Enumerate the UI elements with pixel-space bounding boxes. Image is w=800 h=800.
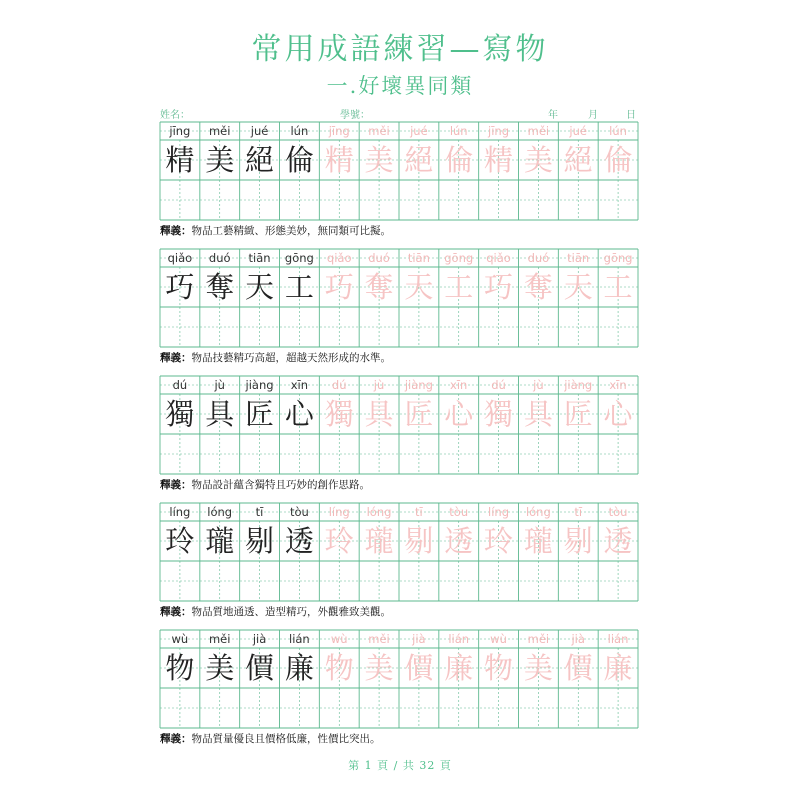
character-trace: 美 bbox=[364, 651, 394, 685]
pinyin-trace: wù bbox=[490, 632, 507, 646]
pinyin-label: lóng bbox=[207, 505, 233, 519]
pinyin-trace: tī bbox=[415, 505, 423, 519]
day-label: 日 bbox=[626, 110, 636, 121]
pinyin-trace: gōng bbox=[444, 251, 474, 265]
character-trace: 巧 bbox=[484, 270, 514, 304]
pinyin-trace: jù bbox=[533, 378, 544, 392]
pinyin-trace: jīng bbox=[488, 124, 510, 138]
character-trace: 美 bbox=[523, 143, 553, 177]
pinyin-trace: tiān bbox=[567, 251, 590, 265]
pinyin-trace: tī bbox=[574, 505, 583, 519]
pinyin-trace: líng bbox=[488, 505, 510, 519]
explanation-text: 物品質量優良且價格低廉，性價比突出。 bbox=[191, 733, 381, 745]
pinyin-trace: měi bbox=[527, 124, 550, 138]
character-trace: 倫 bbox=[603, 143, 633, 177]
pinyin-trace: lóng bbox=[525, 505, 551, 519]
pinyin-label: tī bbox=[255, 505, 264, 519]
character-trace: 匠 bbox=[404, 397, 434, 431]
character-trace: 工 bbox=[444, 270, 474, 304]
pinyin-label: lún bbox=[290, 124, 309, 138]
pinyin-trace: dú bbox=[491, 378, 506, 392]
pinyin-label: dú bbox=[172, 378, 188, 392]
page-title: 常用成語練習—寫物 bbox=[251, 32, 549, 67]
pinyin-trace: xīn bbox=[450, 378, 468, 392]
pinyin-label: gōng bbox=[284, 251, 314, 265]
explanation-text: 物品設計蘊含獨特且巧妙的創作思路。 bbox=[191, 479, 370, 491]
pinyin-trace: jiàng bbox=[404, 378, 433, 392]
character-trace: 美 bbox=[523, 651, 553, 685]
character-trace: 玲 bbox=[484, 524, 514, 558]
pinyin-trace: qiǎo bbox=[326, 251, 352, 265]
year-label: 年 bbox=[548, 110, 558, 121]
pinyin-trace: líng bbox=[328, 505, 350, 519]
character-trace: 透 bbox=[444, 524, 474, 558]
pinyin-trace: dú bbox=[331, 378, 347, 392]
idiom-explanation bbox=[160, 223, 638, 239]
character-model: 倫 bbox=[284, 143, 314, 177]
student-info-line bbox=[160, 106, 636, 120]
pinyin-trace: duó bbox=[368, 251, 390, 265]
character-trace: 匠 bbox=[563, 397, 593, 431]
character-trace: 巧 bbox=[324, 270, 354, 304]
character-trace: 天 bbox=[563, 270, 593, 304]
character-trace: 剔 bbox=[563, 524, 593, 558]
pinyin-label: tiān bbox=[248, 251, 271, 265]
explanation-label: 釋義： bbox=[160, 352, 192, 364]
pinyin-label: jué bbox=[250, 124, 269, 138]
character-trace: 奪 bbox=[523, 270, 553, 304]
pinyin-label: měi bbox=[208, 124, 231, 138]
character-model: 絕 bbox=[245, 143, 275, 177]
character-model: 價 bbox=[245, 651, 275, 685]
character-trace: 剔 bbox=[404, 524, 434, 558]
pinyin-trace: lóng bbox=[366, 505, 392, 519]
character-trace: 價 bbox=[563, 651, 593, 685]
pinyin-trace: lún bbox=[449, 124, 468, 138]
character-model: 美 bbox=[205, 651, 235, 685]
character-trace: 物 bbox=[484, 651, 514, 685]
character-trace: 廉 bbox=[444, 651, 474, 685]
pinyin-label: qiǎo bbox=[167, 251, 193, 265]
pinyin-trace: jià bbox=[571, 632, 585, 646]
character-model: 心 bbox=[284, 397, 314, 431]
character-trace: 價 bbox=[404, 651, 434, 685]
character-trace: 倫 bbox=[444, 143, 474, 177]
character-trace: 玲 bbox=[324, 524, 354, 558]
character-trace: 瓏 bbox=[364, 524, 394, 558]
explanation-label: 釋義： bbox=[160, 479, 192, 491]
character-model: 玲 bbox=[165, 524, 195, 558]
idiom-explanation bbox=[160, 350, 638, 366]
pinyin-label: wù bbox=[171, 632, 189, 646]
pinyin-trace: tiān bbox=[407, 251, 430, 265]
character-model: 剔 bbox=[245, 524, 275, 558]
character-trace: 精 bbox=[484, 143, 514, 177]
pinyin-trace: měi bbox=[527, 632, 550, 646]
character-model: 瓏 bbox=[205, 524, 235, 558]
character-trace: 精 bbox=[324, 143, 354, 177]
explanation-label: 釋義： bbox=[160, 606, 192, 618]
pinyin-trace: jué bbox=[410, 124, 428, 138]
pinyin-trace: lún bbox=[609, 124, 627, 138]
character-model: 奪 bbox=[205, 270, 235, 304]
pinyin-trace: tòu bbox=[608, 505, 628, 519]
pinyin-trace: lián bbox=[607, 632, 629, 646]
pinyin-trace: měi bbox=[368, 632, 390, 646]
character-trace: 天 bbox=[404, 270, 434, 304]
character-trace: 物 bbox=[324, 651, 354, 685]
pinyin-trace: jiàng bbox=[564, 378, 593, 392]
pinyin-trace: měi bbox=[368, 124, 390, 138]
pinyin-label: lián bbox=[289, 632, 310, 646]
character-trace: 絕 bbox=[404, 143, 434, 177]
pinyin-trace: jù bbox=[373, 378, 385, 392]
pinyin-trace: jià bbox=[412, 632, 426, 646]
pinyin-trace: gōng bbox=[603, 251, 633, 265]
character-trace: 具 bbox=[364, 397, 394, 431]
character-model: 精 bbox=[165, 143, 195, 177]
pinyin-label: jù bbox=[214, 378, 225, 392]
pinyin-trace: lián bbox=[448, 632, 470, 646]
character-model: 物 bbox=[165, 651, 195, 685]
pinyin-label: jiàng bbox=[245, 378, 274, 392]
page-footer: 第 1 頁 / 共 32 頁 bbox=[348, 759, 452, 772]
idiom-explanation bbox=[160, 604, 638, 620]
pinyin-trace: jué bbox=[569, 124, 587, 138]
pinyin-label: duó bbox=[208, 251, 231, 265]
character-model: 廉 bbox=[284, 651, 314, 685]
pinyin-trace: wù bbox=[330, 632, 348, 646]
pinyin-label: jīng bbox=[169, 124, 191, 138]
character-model: 獨 bbox=[165, 397, 195, 431]
explanation-text: 物品技藝精巧高超，超越天然形成的水準。 bbox=[191, 352, 391, 364]
idiom-explanation bbox=[160, 731, 638, 747]
character-model: 天 bbox=[245, 270, 275, 304]
explanation-text: 物品工藝精緻、形態美妙，無同類可比擬。 bbox=[191, 225, 391, 237]
character-model: 工 bbox=[284, 270, 314, 304]
pinyin-label: xīn bbox=[290, 378, 309, 392]
pinyin-trace: tòu bbox=[449, 505, 469, 519]
student-id-label: 學號： bbox=[340, 110, 370, 121]
character-trace: 心 bbox=[603, 397, 633, 431]
name-label: 姓名： bbox=[160, 110, 190, 121]
character-model: 透 bbox=[284, 524, 314, 558]
pinyin-label: měi bbox=[208, 632, 231, 646]
pinyin-label: tòu bbox=[289, 505, 309, 519]
character-trace: 美 bbox=[364, 143, 394, 177]
character-model: 美 bbox=[205, 143, 235, 177]
explanation-label: 釋義： bbox=[160, 733, 192, 745]
character-trace: 奪 bbox=[364, 270, 394, 304]
character-trace: 透 bbox=[603, 524, 633, 558]
character-trace: 心 bbox=[444, 397, 474, 431]
pinyin-trace: jīng bbox=[328, 124, 350, 138]
character-trace: 絕 bbox=[563, 143, 593, 177]
character-model: 具 bbox=[205, 397, 235, 431]
pinyin-label: jià bbox=[252, 632, 267, 646]
pinyin-label: líng bbox=[169, 505, 191, 519]
explanation-text: 物品質地通透、造型精巧，外觀雅致美觀。 bbox=[191, 606, 391, 618]
character-model: 匠 bbox=[245, 397, 275, 431]
month-label: 月 bbox=[588, 110, 598, 121]
idiom-explanation bbox=[160, 477, 638, 493]
character-model: 巧 bbox=[165, 270, 195, 304]
pinyin-trace: xīn bbox=[609, 378, 627, 392]
pinyin-trace: qiǎo bbox=[486, 251, 511, 265]
character-trace: 工 bbox=[603, 270, 633, 304]
pinyin-trace: duó bbox=[527, 251, 550, 265]
character-trace: 廉 bbox=[603, 651, 633, 685]
character-trace: 瓏 bbox=[523, 524, 553, 558]
character-trace: 獨 bbox=[484, 397, 514, 431]
character-trace: 具 bbox=[523, 397, 553, 431]
explanation-label: 釋義： bbox=[160, 225, 192, 237]
character-trace: 獨 bbox=[324, 397, 354, 431]
page-subtitle: 一.好壞異同類 bbox=[326, 74, 474, 98]
